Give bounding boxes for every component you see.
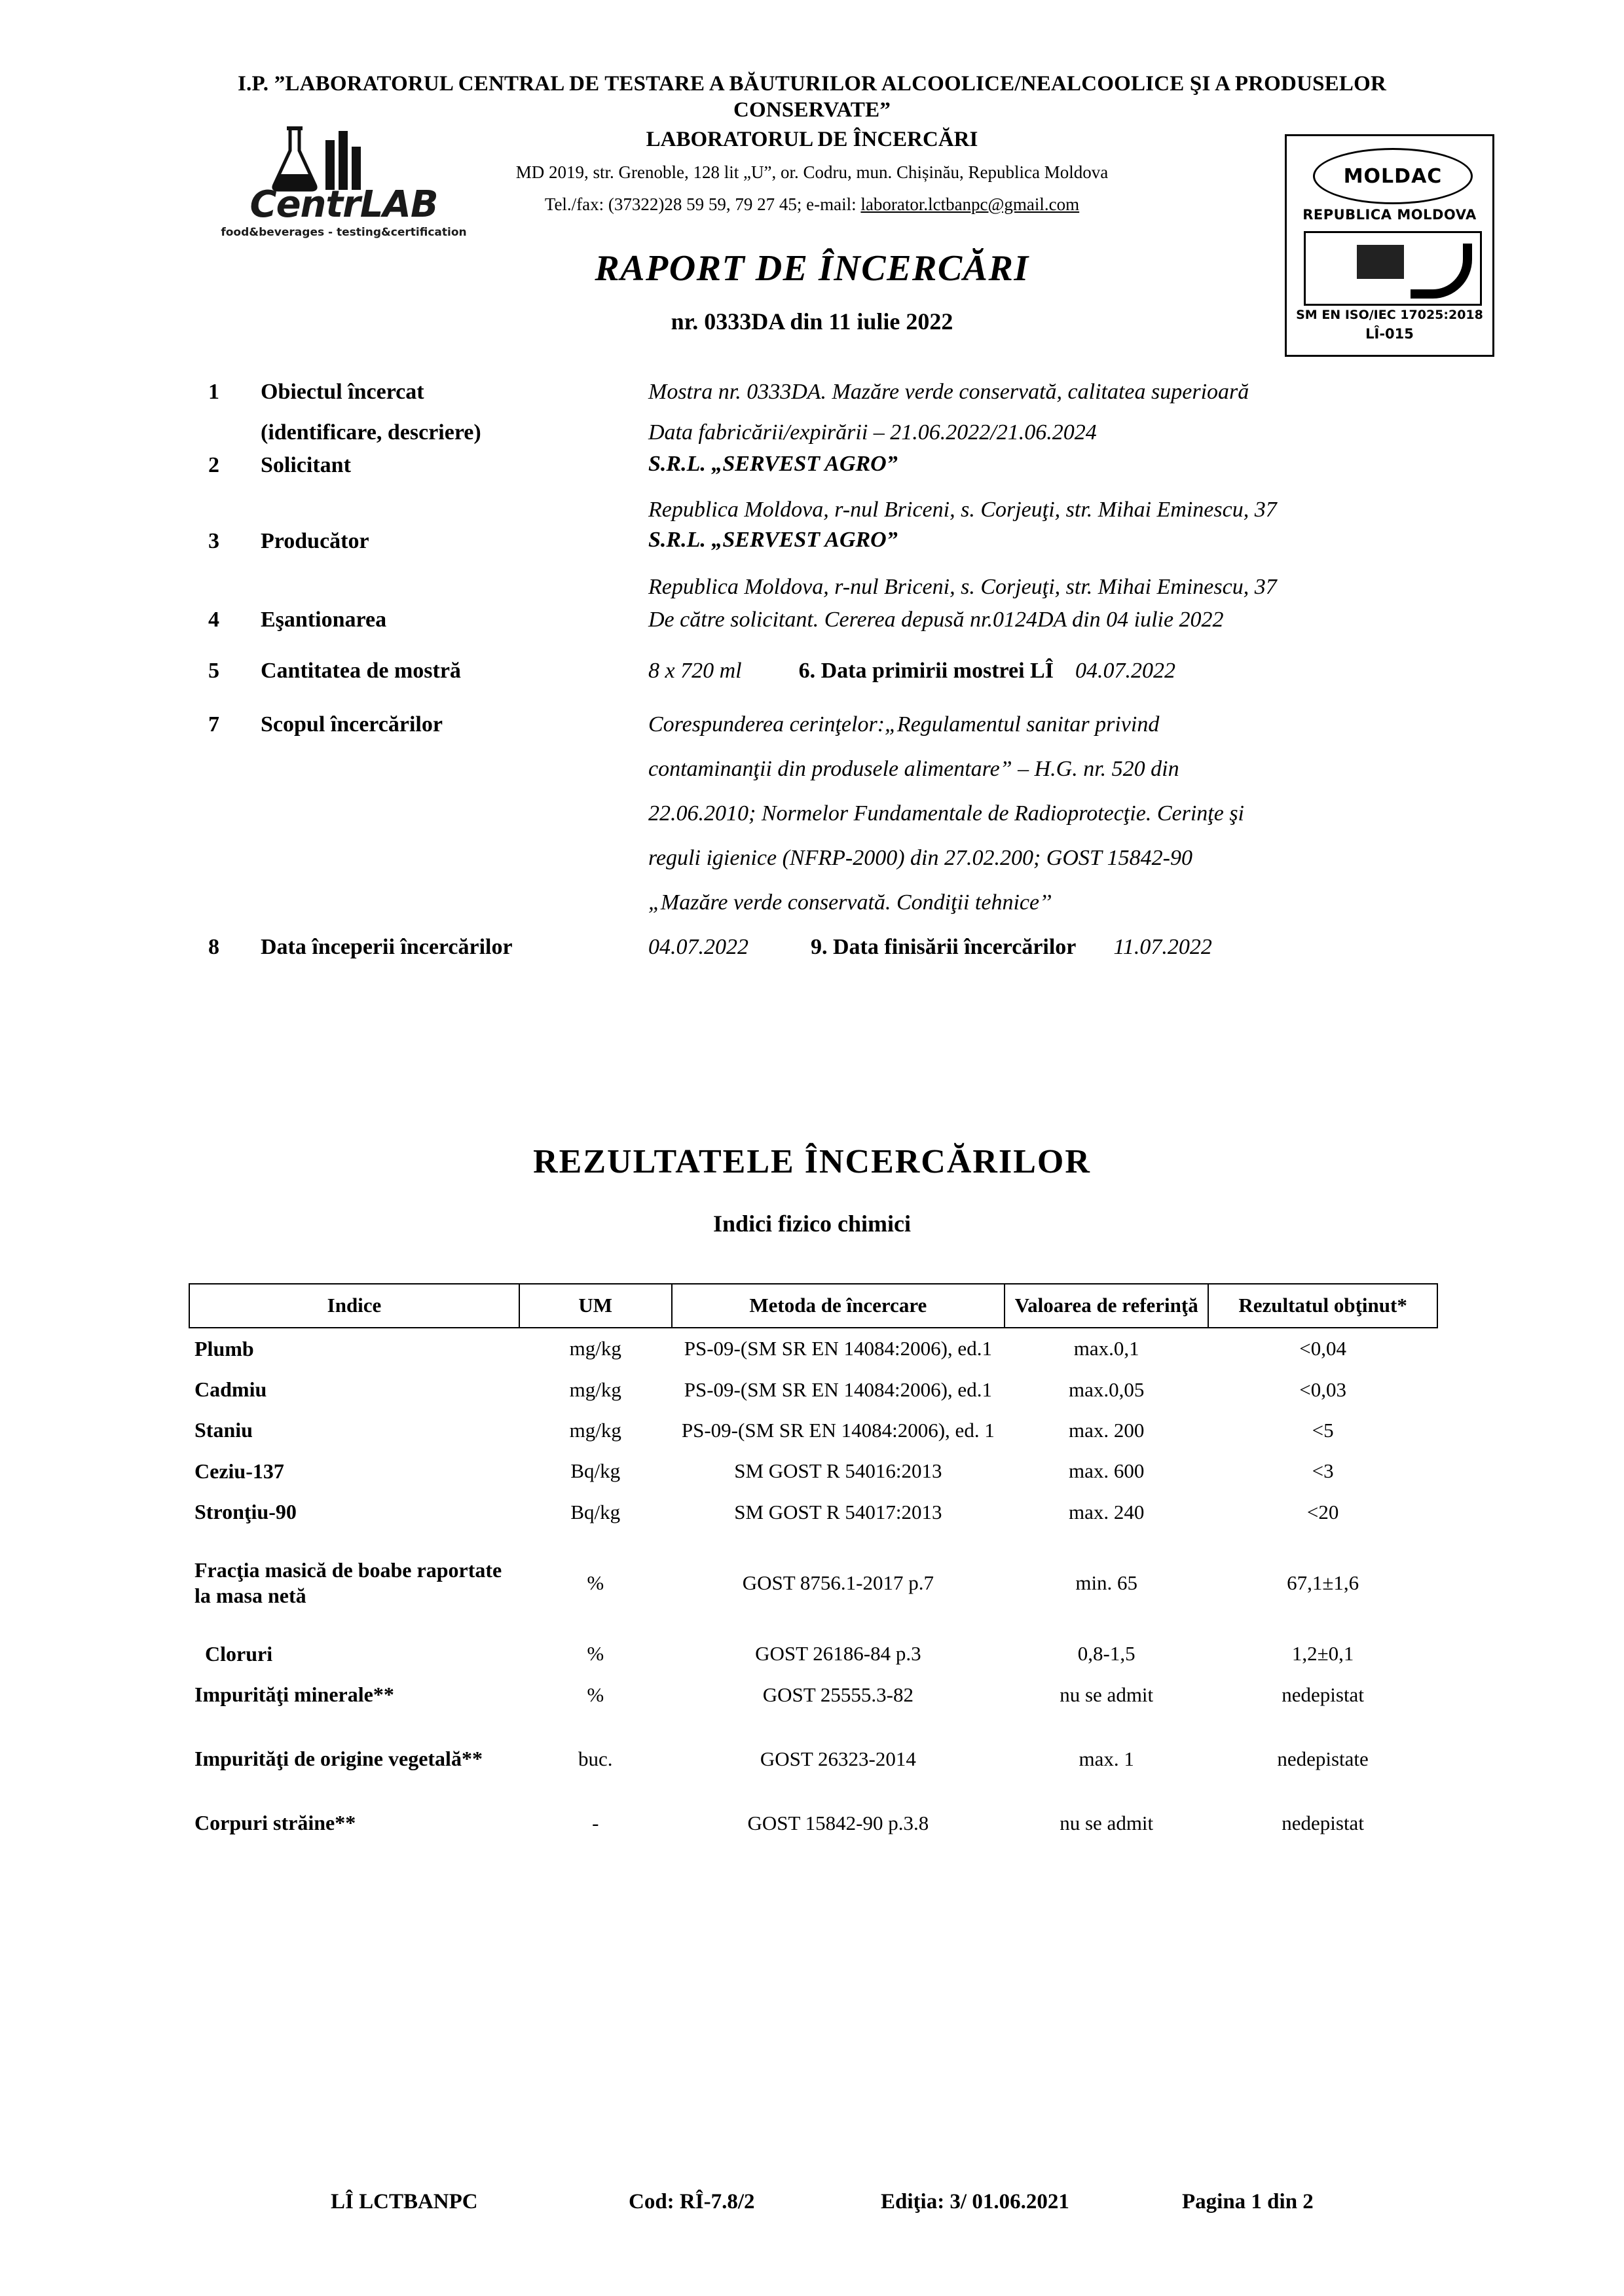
receipt-date-value: 04.07.2022	[1075, 659, 1175, 683]
field-value: Corespunderea cerinţelor:„Regulamentul sanitar privind	[648, 712, 1160, 737]
field-value-3: 22.06.2010; Normelor Fundamentale de Radioprotecţie. Cerinţe şi	[648, 801, 1244, 826]
footer-pagina: Pagina 1 din 2	[1182, 2190, 1314, 2214]
field-label: Eşantionarea	[261, 608, 387, 632]
field-value-2: contaminanţii din produsele alimentare” – H.G. nr. 520 din	[648, 757, 1179, 781]
table-header-row	[189, 1284, 1437, 1328]
accreditation-body: MOLDAC	[1313, 148, 1473, 204]
email-link[interactable]: laborator.lctbanpc@gmail.com	[860, 194, 1080, 215]
cell-rezultat: nedepistat	[1282, 1683, 1364, 1706]
cell-indice: Fracţia masică de boabe raportate la masa netă	[194, 1558, 502, 1607]
field-label: Obiectul încercat	[261, 380, 424, 404]
field-number: 4	[208, 608, 219, 632]
organization-name: I.P. ”LABORATORUL CENTRAL DE TESTARE A BĂUTURILOR ALCOOLICE/NEALCOOLICE ŞI A PRODUSELOR CONSERVATE”	[237, 72, 1386, 122]
results-subtitle: Indici fizico chimici	[713, 1211, 911, 1237]
column-header-metoda: Metoda de încercare	[672, 1284, 1005, 1328]
cell-metoda: PS-09-(SM SR EN 14084:2006), ed.1	[684, 1337, 992, 1360]
field-value-2: Republica Moldova, r-nul Briceni, s. Corjeuţi, str. Mihai Eminescu, 37	[648, 498, 1277, 522]
cell-referinta: min. 65	[1075, 1571, 1138, 1594]
cell-metoda: GOST 26186-84 p.3	[755, 1642, 921, 1666]
report-number: nr. 0333DA din 11 iulie 2022	[671, 308, 953, 335]
cell-indice: Staniu	[194, 1418, 253, 1442]
accreditation-standard: SM EN ISO/IEC 17025:2018	[1296, 308, 1483, 322]
field-number: 5	[208, 659, 219, 683]
table-row	[189, 1715, 1437, 1802]
table-row	[189, 1491, 1437, 1532]
field-label: Producător	[261, 529, 369, 553]
start-date-value: 04.07.2022	[648, 935, 748, 959]
table-row	[189, 1410, 1437, 1450]
field-number: 8	[208, 935, 219, 959]
field-row	[0, 659, 1624, 712]
footer-cod: Cod: RÎ-7.8/2	[629, 2190, 755, 2214]
cell-um: -	[592, 1811, 599, 1834]
logo-wordmark: CentrLAB	[249, 183, 438, 226]
field-value: Mostra nr. 0333DA. Mazăre verde conservată, calitatea superioară	[648, 380, 1249, 404]
cell-metoda: SM GOST R 54016:2013	[734, 1459, 942, 1483]
cell-indice: Corpuri străine**	[194, 1811, 356, 1835]
report-fields	[0, 380, 1624, 981]
column-header-referinta: Valoarea de referinţă	[1005, 1284, 1208, 1328]
cell-metoda: GOST 25555.3-82	[762, 1683, 913, 1706]
field-value: S.R.L. „SERVEST AGRO”	[648, 528, 898, 552]
cell-metoda: SM GOST R 54017:2013	[734, 1500, 942, 1523]
field-value-2: Data fabricării/expirării – 21.06.2022/21.06.2024	[648, 420, 1097, 445]
cell-referinta: max. 1	[1079, 1747, 1134, 1770]
cell-referinta: nu se admit	[1060, 1811, 1154, 1834]
cell-referinta: nu se admit	[1060, 1683, 1154, 1706]
cell-indice: Plumb	[194, 1336, 254, 1360]
cell-referinta: max.0,1	[1073, 1337, 1139, 1360]
cell-um: %	[587, 1571, 604, 1594]
column-header-um: UM	[519, 1284, 672, 1328]
cell-um: buc.	[578, 1747, 613, 1770]
cell-um: %	[587, 1683, 604, 1706]
results-table	[189, 1283, 1438, 1844]
cell-metoda: PS-09-(SM SR EN 14084:2006), ed.1	[684, 1377, 992, 1401]
cell-um: mg/kg	[569, 1377, 621, 1401]
accreditation-country: REPUBLICA MOLDOVA	[1302, 207, 1477, 223]
end-date-value: 11.07.2022	[1113, 935, 1212, 959]
cell-referinta: max. 240	[1069, 1500, 1145, 1523]
field-value	[648, 659, 1578, 683]
cell-referinta: max. 200	[1069, 1418, 1145, 1442]
contact-prefix: Tel./fax: (37322)28 59 59, 79 27 45; e-mail:	[544, 194, 861, 215]
cell-indice: Stronţiu-90	[194, 1500, 297, 1524]
field-label: Cantitatea de mostră	[261, 659, 461, 683]
cell-indice: Impurităţi de origine vegetală**	[194, 1747, 483, 1771]
cell-rezultat: <20	[1306, 1500, 1339, 1523]
cell-rezultat: 67,1±1,6	[1287, 1571, 1359, 1594]
field-label: Data începerii încercărilor	[261, 935, 513, 959]
column-header-rezultat: Rezultatul obţinut*	[1208, 1284, 1437, 1328]
cell-um: mg/kg	[569, 1337, 621, 1360]
field-row	[0, 529, 1624, 608]
table-row	[189, 1369, 1437, 1410]
cell-referinta: max. 600	[1069, 1459, 1145, 1483]
field-row	[0, 608, 1624, 659]
cell-metoda: GOST 8756.1-2017 p.7	[742, 1571, 934, 1594]
end-date-label: 9. Data finisării încercărilor	[811, 935, 1077, 959]
field-row	[0, 712, 1624, 935]
cell-rezultat: <5	[1312, 1418, 1334, 1442]
field-value: S.R.L. „SERVEST AGRO”	[648, 452, 898, 476]
centrlab-logo	[196, 134, 491, 239]
cell-um: Bq/kg	[570, 1459, 621, 1483]
footer-editia: Ediţia: 3/ 01.06.2021	[881, 2190, 1069, 2214]
cell-rezultat: <0,03	[1299, 1377, 1346, 1401]
cell-indice: Cloruri	[205, 1641, 273, 1666]
footer-lab: LÎ LCTBANPC	[331, 2190, 478, 2214]
field-value-4: reguli igienice (NFRP-2000) din 27.02.200; GOST 15842-90	[648, 846, 1193, 870]
field-number: 3	[208, 529, 219, 553]
cell-indice: Cadmiu	[194, 1377, 267, 1401]
field-value-5: „Mazăre verde conservată. Condiţii tehnice’’	[648, 890, 1052, 915]
field-sublabel: (identificare, descriere)	[261, 420, 481, 445]
field-number: 1	[208, 380, 219, 404]
cell-metoda: PS-09-(SM SR EN 14084:2006), ed. 1	[681, 1418, 995, 1442]
field-number: 7	[208, 712, 219, 737]
field-number: 2	[208, 453, 219, 477]
table-row	[189, 1802, 1437, 1843]
field-row	[0, 380, 1624, 453]
field-row	[0, 453, 1624, 529]
results-title: REZULTATELE ÎNCERCĂRILOR	[533, 1143, 1091, 1180]
cell-referinta: max.0,05	[1069, 1377, 1145, 1401]
field-label: Solicitant	[261, 453, 351, 477]
cell-indice: Ceziu-137	[194, 1459, 284, 1483]
cell-um: %	[587, 1642, 604, 1666]
field-row	[0, 935, 1624, 981]
accreditation-number: LÎ-015	[1365, 326, 1414, 342]
receipt-date-label: 6. Data primirii mostrei LÎ	[798, 659, 1054, 683]
field-value: De către solicitant. Cererea depusă nr.0124DA din 04 iulie 2022	[648, 608, 1224, 632]
cell-metoda: GOST 15842-90 p.3.8	[747, 1811, 929, 1834]
cell-indice: Impurităţi minerale**	[194, 1682, 394, 1706]
cell-rezultat: nedepistate	[1277, 1747, 1369, 1770]
page-title: RAPORT DE ÎNCERCĂRI	[595, 248, 1029, 289]
table-row	[189, 1451, 1437, 1491]
logo-tagline: food&beverages - testing&certification	[221, 226, 467, 239]
quantity-value: 8 x 720 ml	[648, 659, 742, 683]
cell-rezultat: nedepistat	[1282, 1811, 1364, 1834]
field-value	[648, 935, 1578, 960]
cell-um: mg/kg	[569, 1418, 621, 1442]
cell-metoda: GOST 26323-2014	[760, 1747, 916, 1770]
column-header-indice: Indice	[189, 1284, 519, 1328]
table-row	[189, 1328, 1437, 1369]
field-label: Scopul încercărilor	[261, 712, 443, 737]
cell-rezultat: <3	[1312, 1459, 1334, 1483]
address-line: MD 2019, str. Grenoble, 128 lit „U”, or. Codru, mun. Chișinău, Republica Moldova	[515, 162, 1109, 182]
table-row	[189, 1533, 1437, 1633]
cell-um: Bq/kg	[570, 1500, 621, 1523]
table-row	[189, 1633, 1437, 1674]
cell-rezultat: 1,2±0,1	[1291, 1642, 1354, 1666]
table-row	[189, 1674, 1437, 1715]
laboratory-name: LABORATORUL DE ÎNCERCĂRI	[646, 127, 978, 151]
cell-referinta: 0,8-1,5	[1077, 1642, 1135, 1666]
cell-rezultat: <0,04	[1299, 1337, 1346, 1360]
field-value-2: Republica Moldova, r-nul Briceni, s. Corjeuţi, str. Mihai Eminescu, 37	[648, 575, 1277, 599]
